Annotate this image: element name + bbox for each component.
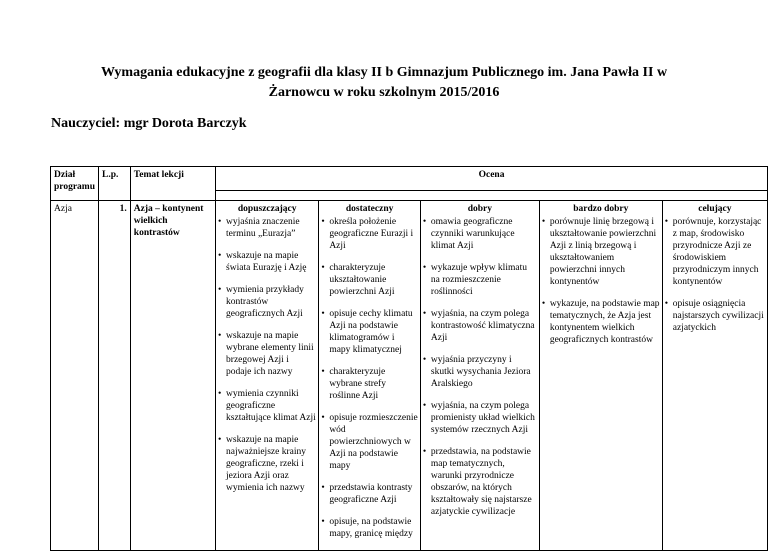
requirement-item: • wyjaśnia przyczyny i skutki wysychania Jeziora Aralskiego: [423, 354, 537, 390]
ocena-spacer: [216, 191, 768, 201]
row-temat: Azja – kontynent wielkich kontrastów: [130, 201, 215, 551]
requirement-item: • wyjaśnia, na czym polega kontrastowość klimatyczna Azji: [423, 308, 537, 344]
grade-bardzo-dobry: [539, 201, 662, 551]
requirement-item: • opisuje rozmieszczenie wód powierzchniowych w Azji na podstawie mapy: [321, 412, 418, 472]
requirement-item: • wskazuje na mapie wybrane elementy linii brzegowej Azji i podaje ich nazwy: [218, 330, 316, 378]
grade-name: dopuszczający: [237, 204, 297, 214]
row-lp: 1.: [99, 201, 131, 551]
requirement-item: • charakteryzuje wybrane strefy roślinne Azji: [321, 366, 418, 402]
requirement-item: • charakteryzuje ukształtowanie powierzchni Azji: [321, 262, 418, 298]
requirement-item: • przedstawia, na podstawie map tematycznych, warunki przyrodnicze obszarów, na których kształtowały się najstarsze azjatyckie cywilizacje: [423, 446, 537, 518]
title-line-1: Wymagania edukacyjne z geografii dla klasy II b Gimnazjum Publicznego im. Jana Pawła II w: [100, 65, 668, 80]
grade-celujacy: [662, 201, 767, 551]
requirement-item: • opisuje cechy klimatu Azji na podstawie klimatogramów i mapy klimatycznej: [321, 308, 418, 356]
grade-dopuszczajacy: [216, 201, 319, 551]
title-line-2: Żarnowcu w roku szkolnym 2015/2016: [268, 85, 500, 100]
grade-dostateczny: [319, 201, 421, 551]
requirement-item: • wskazuje na mapie świata Eurazję i Azję: [218, 250, 316, 274]
requirement-item: • wyjaśnia znaczenie terminu „Eurazja”: [218, 216, 316, 240]
requirement-item: • określa położenie geograficzne Eurazji i Azji: [321, 216, 418, 252]
document-title: [60, 63, 708, 103]
header-lp: L.p.: [99, 167, 131, 201]
requirement-item: • wskazuje na mapie najważniejsze krainy geograficzne, rzeki i jeziora Azji oraz wymienia ich nazwy: [218, 434, 316, 494]
row-dzial: Azja: [51, 201, 99, 551]
header-temat: Temat lekcji: [130, 167, 215, 201]
requirement-item: • porównuje linię brzegową i ukształtowanie powierzchni Azji z linią brzegową i ukształtowaniem powierzchni innych kontynentów: [542, 216, 660, 288]
requirement-item: • opisuje osiągnięcia najstarszych cywilizacji azjatyckich: [665, 298, 765, 334]
requirement-item: • wykazuje wpływ klimatu na rozmieszczenie roślinności: [423, 262, 537, 298]
grade-dobry: [420, 201, 539, 551]
requirement-item: • wymienia czynniki geograficzne kształtujące klimat Azji: [218, 388, 316, 424]
requirements-table: [50, 166, 768, 551]
requirement-item: • porównuje, korzystając z map, środowisko przyrodnicze Azji ze środowiskiem przyrodniczym innych kontynentów: [665, 216, 765, 288]
requirement-item: • wymienia przykłady kontrastów geograficznych Azji: [218, 284, 316, 320]
header-ocena: Ocena: [216, 167, 768, 191]
requirement-item: • wyjaśnia, na czym polega promienisty układ wielkich systemów rzecznych Azji: [423, 400, 537, 436]
grade-name: dobry: [467, 204, 493, 214]
teacher-name: Nauczyciel: mgr Dorota Barczyk: [51, 116, 247, 131]
grade-name: bardzo dobry: [573, 204, 629, 214]
header-dzial: Dział programu: [51, 167, 99, 201]
requirement-item: • wykazuje, na podstawie map tematycznych, że Azja jest kontynentem wielkich geograficznych kontrastów: [542, 298, 660, 346]
requirement-item: • omawia geograficzne czynniki warunkujące klimat Azji: [423, 216, 537, 252]
grade-name: celujący: [698, 204, 732, 214]
requirement-item: • opisuje, na podstawie mapy, granicę między: [321, 516, 418, 540]
requirement-item: • przedstawia kontrasty geograficzne Azji: [321, 482, 418, 506]
grade-name: dostateczny: [345, 204, 394, 214]
